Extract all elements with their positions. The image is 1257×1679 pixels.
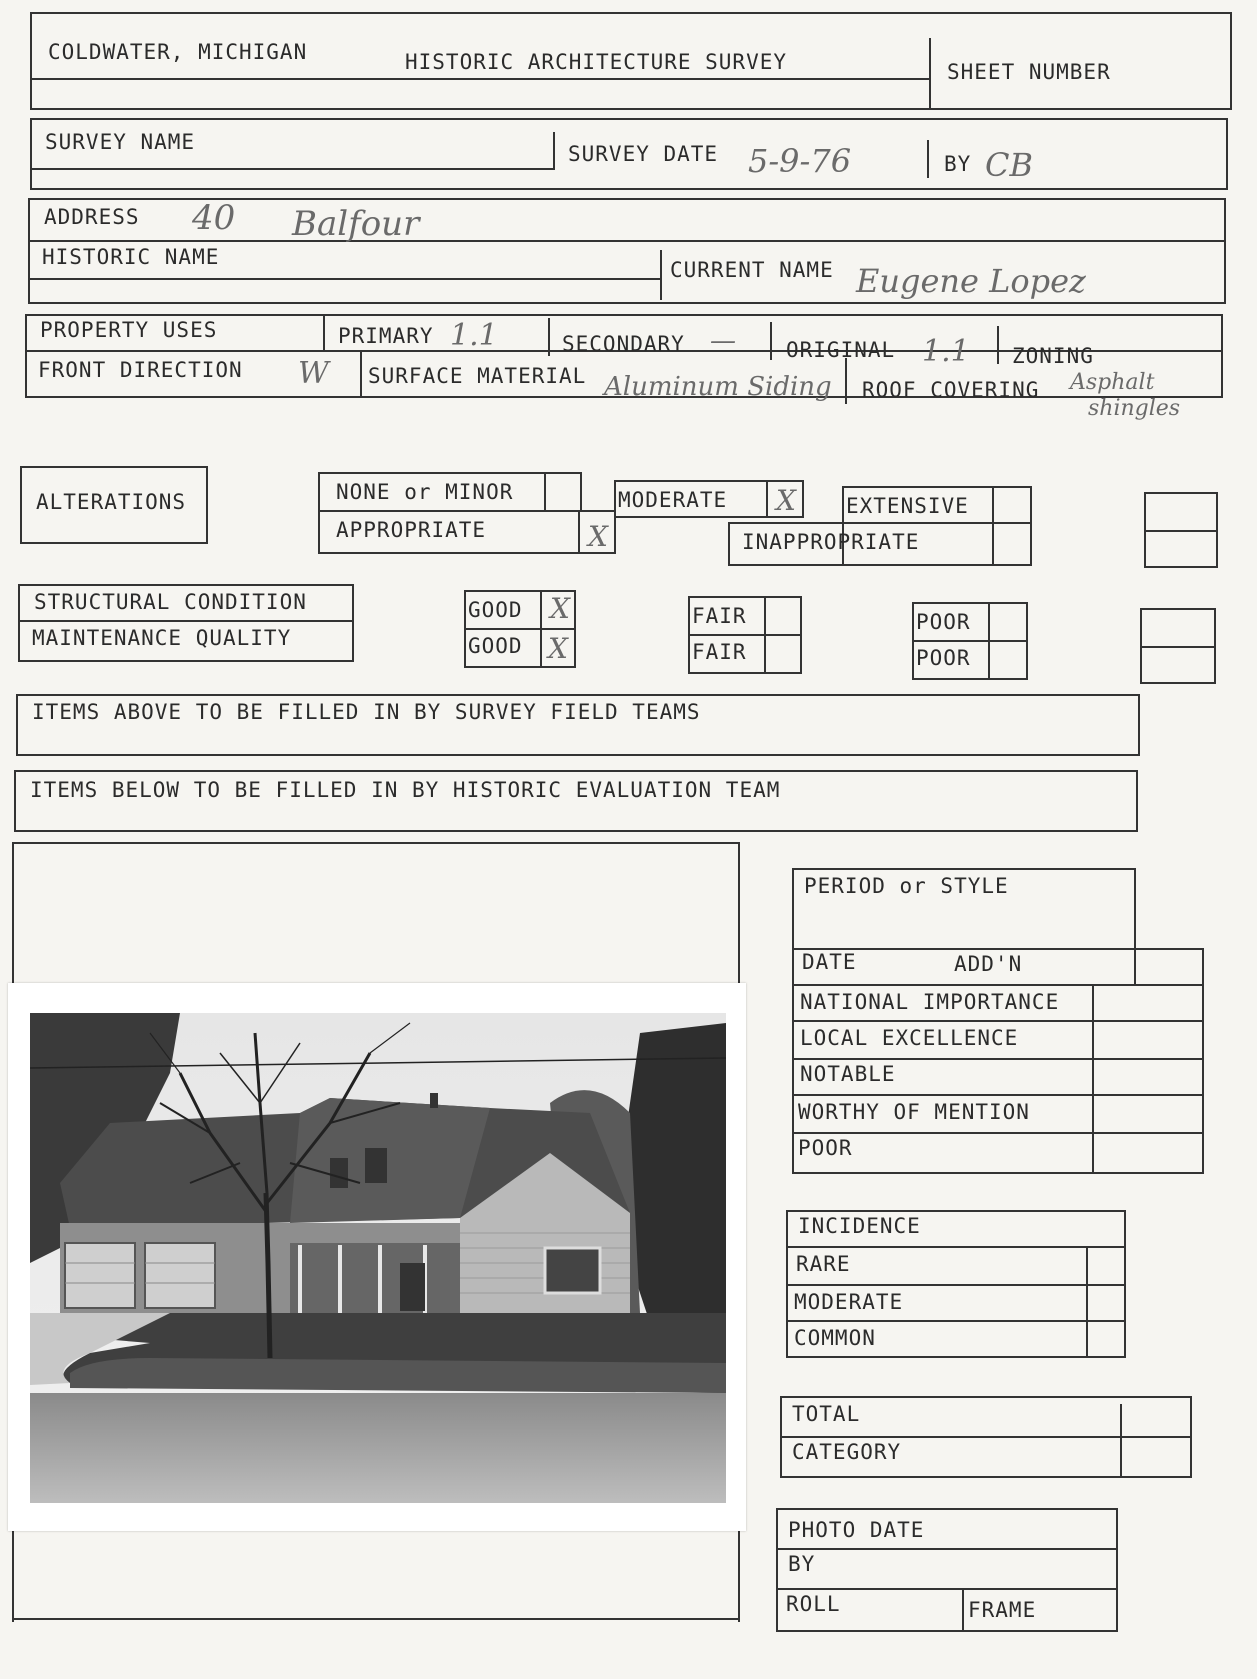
survey-by-value: CB: [985, 146, 1033, 184]
secondary-label: SECONDARY: [562, 332, 685, 356]
evaluation-table: [792, 948, 1204, 1174]
common-label: COMMON: [794, 1326, 876, 1350]
alt-moderate-label: MODERATE: [618, 488, 728, 512]
roof-covering-label: ROOF COVERING: [862, 378, 1040, 402]
current-name-label: CURRENT NAME: [670, 258, 834, 282]
front-direction-label: FRONT DIRECTION: [38, 358, 243, 382]
photo-date-label: PHOTO DATE: [788, 1518, 925, 1542]
extensive-label: EXTENSIVE: [846, 494, 969, 518]
maintenance-fair-label: FAIR: [692, 640, 747, 664]
city-label: COLDWATER, MICHIGAN: [48, 40, 308, 64]
date-label: DATE: [802, 950, 857, 974]
national-importance-label: NATIONAL IMPORTANCE: [800, 990, 1060, 1014]
current-name-value: Eugene Lopez: [856, 262, 1086, 300]
historic-name-label: HISTORIC NAME: [42, 245, 220, 269]
survey-name-label: SURVEY NAME: [45, 130, 196, 154]
front-direction-value: W: [298, 356, 329, 391]
total-label: TOTAL: [792, 1402, 861, 1426]
property-uses-label: PROPERTY USES: [40, 318, 218, 342]
frame-label: FRAME: [968, 1598, 1037, 1622]
addn-label: ADD'N: [954, 952, 1023, 976]
field-teams-note: ITEMS ABOVE TO BE FILLED IN BY SURVEY FIELD TEAMS: [32, 700, 701, 724]
maintenance-quality-label: MAINTENANCE QUALITY: [32, 626, 292, 650]
structural-poor-label: POOR: [916, 610, 971, 634]
surface-material-value: Aluminum Siding: [604, 372, 832, 402]
appropriate-label: APPROPRIATE: [336, 518, 487, 542]
roof-covering-value-2: shingles: [1088, 396, 1181, 421]
structural-good-mark: X: [550, 592, 570, 625]
sheet-number-label: SHEET NUMBER: [947, 60, 1111, 84]
rare-label: RARE: [796, 1252, 851, 1276]
incidence-label: INCIDENCE: [798, 1214, 921, 1238]
roll-label: ROLL: [786, 1592, 841, 1616]
moderate-mark: X: [776, 484, 796, 517]
primary-label: PRIMARY: [338, 324, 434, 348]
zoning-label: ZONING: [1012, 344, 1094, 368]
incidence-moderate-label: MODERATE: [794, 1290, 904, 1314]
alterations-label: ALTERATIONS: [36, 490, 187, 514]
roof-covering-value-1: Asphalt: [1070, 370, 1155, 395]
worthy-of-mention-label: WORTHY OF MENTION: [798, 1100, 1030, 1124]
notable-label: NOTABLE: [800, 1062, 896, 1086]
structural-condition-label: STRUCTURAL CONDITION: [34, 590, 307, 614]
category-label: CATEGORY: [792, 1440, 902, 1464]
eval-poor-label: POOR: [798, 1136, 853, 1160]
house-photo-illustration: [30, 1013, 726, 1503]
structural-fair-label: FAIR: [692, 604, 747, 628]
address-street: Balfour: [292, 204, 420, 244]
secondary-value: —: [710, 326, 736, 356]
structural-good-label: GOOD: [468, 598, 523, 622]
period-style-label: PERIOD or STYLE: [804, 874, 1009, 898]
appropriate-mark: X: [588, 520, 608, 553]
local-excellence-label: LOCAL EXCELLENCE: [800, 1026, 1019, 1050]
surface-material-label: SURFACE MATERIAL: [368, 364, 587, 388]
house-photo: [8, 983, 746, 1531]
none-minor-label: NONE or MINOR: [336, 480, 514, 504]
address-number: 40: [192, 198, 236, 238]
evaluation-team-note: ITEMS BELOW TO BE FILLED IN BY HISTORIC EVALUATION TEAM: [30, 778, 781, 802]
inappropriate-label: INAPPROPRIATE: [742, 530, 920, 554]
maintenance-poor-label: POOR: [916, 646, 971, 670]
original-label: ORIGINAL: [786, 338, 896, 362]
survey-title: HISTORIC ARCHITECTURE SURVEY: [405, 50, 788, 74]
photo-by-label: BY: [788, 1552, 816, 1576]
survey-date-value: 5-9-76: [748, 142, 852, 180]
address-label: ADDRESS: [44, 205, 140, 229]
survey-by-label: BY: [944, 152, 972, 176]
original-value: 1.1: [922, 334, 970, 369]
survey-date-label: SURVEY DATE: [568, 142, 719, 166]
maintenance-good-mark: X: [548, 632, 568, 665]
maintenance-good-label: GOOD: [468, 634, 523, 658]
primary-value: 1.1: [450, 318, 498, 353]
